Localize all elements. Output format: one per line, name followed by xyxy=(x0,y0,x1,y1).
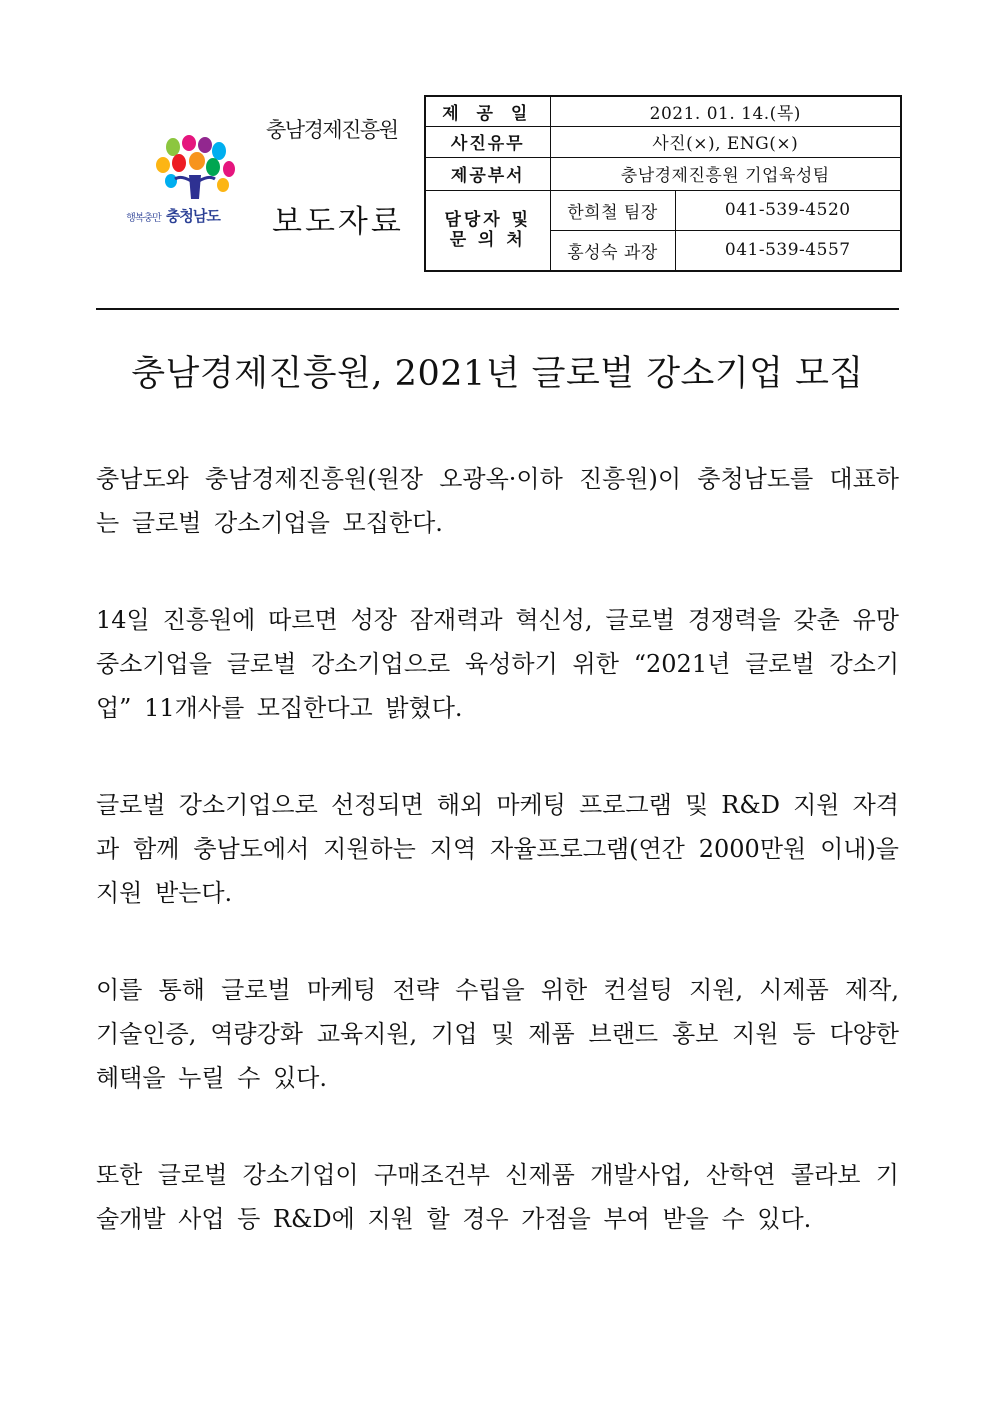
body-paragraph: 또한 글로벌 강소기업이 구매조건부 신제품 개발사업, 산학연 콜라보 기술개발 사업 등 R&D에 지원 할 경우 가점을 부여 받을 수 있다. xyxy=(96,1161,899,1233)
contact-name: 홍성숙 과장 xyxy=(550,230,675,271)
info-row-photo xyxy=(425,126,901,157)
dept-value: 충남경제진흥원 기업육성팀 xyxy=(550,157,901,190)
logo-leaf xyxy=(223,161,235,177)
info-row-dept xyxy=(425,157,901,190)
logo-leaf xyxy=(189,152,205,170)
header-divider xyxy=(96,308,899,310)
info-row-contact-1 xyxy=(425,190,901,230)
logo-leaf xyxy=(165,174,177,188)
contact-name: 한희철 팀장 xyxy=(550,190,675,230)
press-info-table xyxy=(424,95,902,272)
logo-leaf xyxy=(206,158,220,176)
info-row-date xyxy=(425,96,901,126)
contact-label-line-2: 문 의 처 xyxy=(449,230,526,251)
logo-leaf xyxy=(182,135,196,151)
logo-leaf xyxy=(217,178,229,192)
tree-logo-icon xyxy=(153,135,243,203)
document-type: 보도자료 xyxy=(272,204,404,240)
logo-leaf xyxy=(156,157,170,173)
contact-phone: 041-539-4557 xyxy=(675,230,901,271)
organization-name: 충남경제진흥원 xyxy=(266,118,398,142)
contact-phone: 041-539-4520 xyxy=(675,190,901,230)
logo-leaf xyxy=(198,137,212,153)
body-paragraph: 14일 진흥원에 따르면 성장 잠재력과 혁신성, 글로벌 경쟁력을 갖춘 유망 중소기업을 글로벌 강소기업으로 육성하기 위한 “2021년 글로벌 강소기업” 11개사를 모집한다고 밝혔다. xyxy=(96,606,899,722)
photo-label: 사진유무 xyxy=(425,126,550,157)
dept-label: 제공부서 xyxy=(425,157,550,190)
provide-date-value: 2021. 01. 14.(목) xyxy=(550,96,901,126)
contact-label-line-1: 담당자 및 xyxy=(444,210,532,231)
logo-caption xyxy=(108,205,238,226)
logo-trunk-branch xyxy=(199,177,215,181)
logo-name: 충청남도 xyxy=(165,207,220,225)
provide-date-label: 제 공 일 xyxy=(425,96,550,126)
photo-value: 사진(×), ENG(×) xyxy=(550,126,901,157)
logo-slogan: 행복충만 xyxy=(126,213,161,224)
logo-leaf xyxy=(166,138,180,156)
logo-leaf xyxy=(172,154,186,172)
body-paragraph: 글로벌 강소기업으로 선정되면 해외 마케팅 프로그램 및 R&D 지원 자격과 함께 충남도에서 지원하는 지역 자율프로그램(연간 2000만원 이내)을 지원 받는다. xyxy=(96,791,899,907)
logo-leaf xyxy=(212,142,226,160)
press-headline: 충남경제진흥원, 2021년 글로벌 강소기업 모집 xyxy=(131,354,864,394)
logo-trunk-branch xyxy=(175,177,191,181)
press-body xyxy=(96,457,899,1294)
body-paragraph: 이를 통해 글로벌 마케팅 전략 수립을 위한 컨설팅 지원, 시제품 제작, 기술인증, 역량강화 교육지원, 기업 및 제품 브랜드 홍보 지원 등 다양한 혜택을 누릴 수 있다. xyxy=(96,976,899,1092)
province-logo xyxy=(108,135,238,235)
contact-label xyxy=(425,190,550,271)
body-paragraph: 충남도와 충남경제진흥원(원장 오광옥·이하 진흥원)이 충청남도를 대표하는 글로벌 강소기업을 모집한다. xyxy=(96,465,899,537)
logo-trunk xyxy=(189,175,201,199)
